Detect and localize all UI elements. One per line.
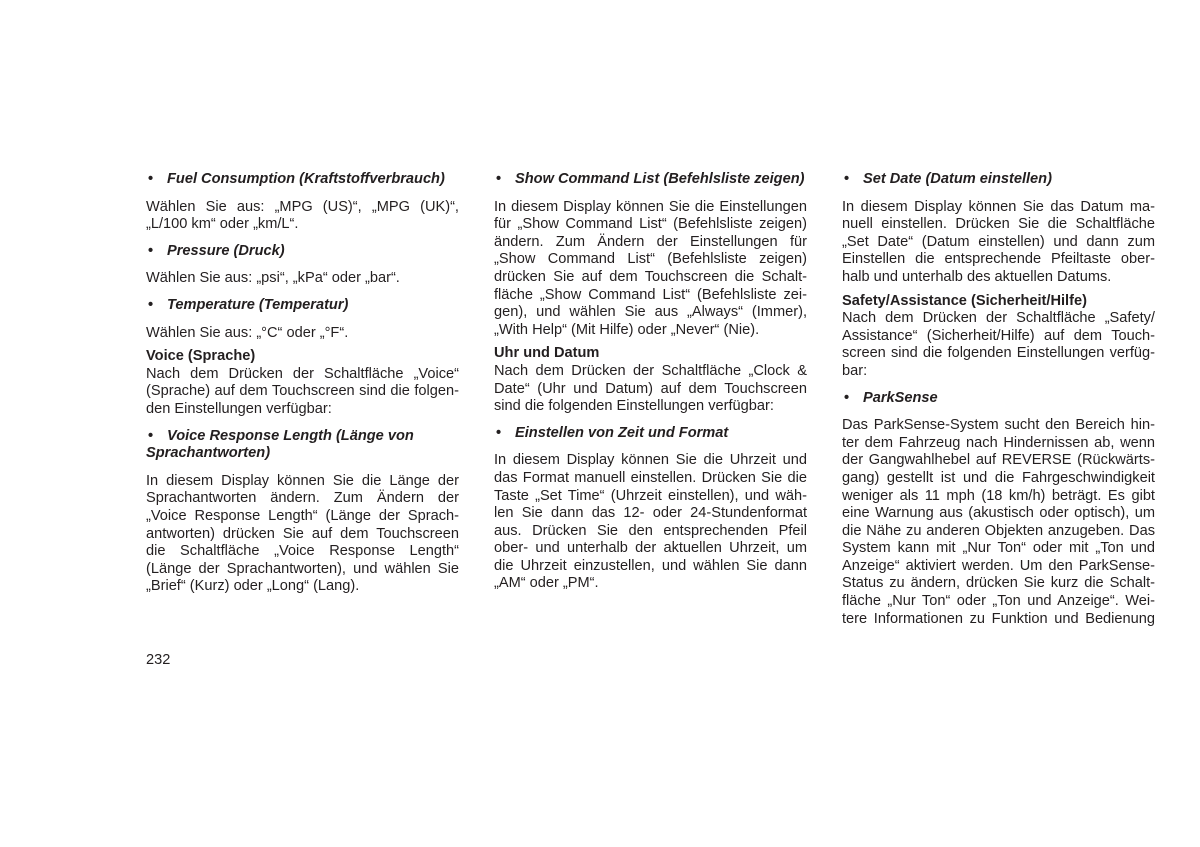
text-line: Status zu ändern, drücken Sie kurz die Schalt- <box>842 575 1155 592</box>
text-line: „L/100 km“ oder „km/L“. <box>146 216 299 233</box>
text-line: • Pressure (Druck) <box>146 243 459 261</box>
bullet-heading <box>146 171 459 189</box>
text-line: Wählen Sie aus: „psi“, „kPa“ oder „bar“. <box>146 270 400 287</box>
bullet-heading <box>842 390 1155 408</box>
paragraph <box>146 366 459 419</box>
text-line: • Voice Response Length (Länge von <box>146 428 459 446</box>
text-line: len Sie dann das 12- oder 24-Stundenformat <box>494 505 807 522</box>
text-line: „Brief“ (Kurz) oder „Long“ (Lang). <box>146 578 360 595</box>
text-line: „With Help“ (Mit Hilfe) oder „Never“ (Nie). <box>494 321 760 338</box>
text-line: Uhr und Datum <box>494 345 600 362</box>
section-heading <box>494 345 807 363</box>
text-line: drücken Sie auf dem Touchscreen die Schalt- <box>494 268 807 285</box>
text-line: • Einstellen von Zeit und Format <box>494 425 807 443</box>
text-line: System kann mit „Nur Ton“ oder mit „Ton und <box>842 540 1155 557</box>
text-line: eine Warnung aus (akustisch oder optisch), um <box>842 505 1155 522</box>
text-line: Safety/Assistance (Sicherheit/Hilfe) <box>842 292 1087 309</box>
text-line: fläche „Show Command List“ (Befehlsliste zei- <box>494 286 807 303</box>
bullet-heading <box>146 243 459 261</box>
text-line: ter dem Fahrzeug nach Hindernissen ab, wenn <box>842 434 1155 451</box>
text-line: Taste „Set Time“ (Uhrzeit einstellen), und wäh- <box>494 487 807 504</box>
text-line: aus. Drücken Sie den entsprechenden Pfeil <box>494 522 807 539</box>
paragraph <box>494 452 807 593</box>
column-right <box>842 171 1155 628</box>
text-line: • ParkSense <box>842 390 1155 408</box>
column-left <box>146 171 459 596</box>
bullet-heading <box>842 171 1155 189</box>
text-line: • Set Date (Datum einstellen) <box>842 171 1155 189</box>
section-heading <box>842 293 1155 311</box>
column-middle <box>494 171 807 593</box>
text-line: Sprachantworten) <box>146 445 271 462</box>
paragraph <box>494 199 807 340</box>
text-line: In diesem Display können Sie die Einstellungen <box>494 198 807 215</box>
text-line: die Nähe zu anderen Objekten anzugeben. Das <box>842 522 1155 539</box>
text-line: Nach dem Drücken der Schaltfläche „Safety/ <box>842 310 1155 327</box>
paragraph <box>146 199 459 234</box>
text-line: gen), und wählen Sie aus „Always“ (Immer), <box>494 304 807 321</box>
bullet-heading <box>146 297 459 315</box>
text-line: bar: <box>842 362 868 379</box>
text-line: Assistance“ (Sicherheit/Hilfe) auf dem Touch- <box>842 327 1155 344</box>
text-line: das Format manuell einstellen. Drücken Sie die <box>494 469 807 486</box>
text-line: In diesem Display können Sie die Länge der <box>146 472 459 489</box>
paragraph <box>146 473 459 596</box>
text-line: den Einstellungen verfügbar: <box>146 400 332 417</box>
text-line: der Gangwahlhebel auf REVERSE (Rückwärts- <box>842 452 1155 469</box>
text-line: • Temperature (Temperatur) <box>146 297 459 315</box>
text-line: Nach dem Drücken der Schaltfläche „Voice“ <box>146 365 459 382</box>
text-line: Sprachantworten ändern. Zum Ändern der <box>146 490 459 507</box>
paragraph <box>494 363 807 416</box>
text-line: gang) gestellt ist und die Fahrgeschwindigkeit <box>842 469 1155 486</box>
text-line: • Fuel Consumption (Kraftstoffverbrauch) <box>146 171 459 189</box>
text-line: • Show Command List (Befehlsliste zeigen) <box>494 171 807 189</box>
text-line: ändern. Zum Ändern der Einstellungen für <box>494 233 807 250</box>
bullet-heading <box>494 425 807 443</box>
paragraph <box>842 417 1155 628</box>
text-line: sind die folgenden Einstellungen verfügbar: <box>494 398 774 415</box>
text-line: „AM“ oder „PM“. <box>494 575 599 592</box>
text-line: In diesem Display können Sie das Datum ma- <box>842 198 1155 215</box>
paragraph <box>146 270 459 288</box>
text-line: screen sind die folgenden Einstellungen verfüg- <box>842 345 1155 362</box>
text-line: antworten) drücken Sie auf dem Touchscreen <box>146 525 459 542</box>
paragraph <box>842 199 1155 287</box>
text-line: (Länge der Sprachantworten), und wählen Sie <box>146 560 459 577</box>
text-line: Das ParkSense-System sucht den Bereich hin- <box>842 417 1155 434</box>
text-line: fläche „Nur Ton“ oder „Ton und Anzeige“. Wei- <box>842 593 1155 610</box>
section-heading <box>146 348 459 366</box>
text-line: Anzeige“ aktiviert werden. Um den ParkSense- <box>842 557 1155 574</box>
text-line: Wählen Sie aus: „MPG (US)“, „MPG (UK)“, <box>146 198 459 215</box>
page-number: 232 <box>146 652 171 668</box>
text-line: Voice (Sprache) <box>146 348 256 365</box>
text-line: Date“ (Uhr und Datum) auf dem Touchscreen <box>494 380 807 397</box>
text-line: tere Informationen zu Funktion und Bedienung <box>842 610 1155 627</box>
paragraph <box>842 310 1155 380</box>
text-line: In diesem Display können Sie die Uhrzeit und <box>494 452 807 469</box>
text-line: weniger als 11 mph (18 km/h) beträgt. Es gibt <box>842 487 1155 504</box>
text-line: Einstellen die entsprechende Pfeiltaste ober- <box>842 251 1155 268</box>
paragraph <box>146 325 459 343</box>
text-line: nuell einstellen. Drücken Sie die Schaltfläche <box>842 216 1155 233</box>
text-line: „Set Date“ (Datum einstellen) und dann zum <box>842 233 1155 250</box>
text-line: „Voice Response Length“ (Länge der Sprach- <box>146 507 459 524</box>
text-line: (Sprache) auf dem Touchscreen sind die folgen- <box>146 383 459 400</box>
bullet-heading <box>146 428 459 463</box>
bullet-heading <box>494 171 807 189</box>
text-line: für „Show Command List“ (Befehlsliste zeigen) <box>494 216 807 233</box>
text-line: Nach dem Drücken der Schaltfläche „Clock & <box>494 362 807 379</box>
text-line: ober- und unterhalb der aktuellen Uhrzeit, um <box>494 540 807 557</box>
text-line: die Uhrzeit einzustellen, und wählen Sie dann <box>494 557 807 574</box>
text-line: Wählen Sie aus: „°C“ oder „°F“. <box>146 324 349 341</box>
text-line: „Show Command List“ (Befehlsliste zeigen) <box>494 251 807 268</box>
text-line: halb und unterhalb des aktuellen Datums. <box>842 268 1112 285</box>
text-line: die Schaltfläche „Voice Response Length“ <box>146 543 459 560</box>
